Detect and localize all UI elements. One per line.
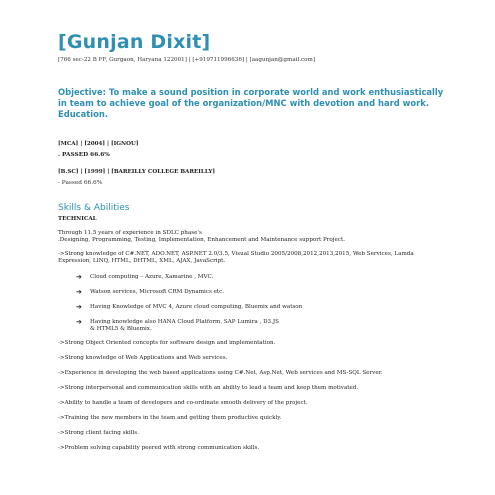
- arrow-bullet-icon: ➔: [76, 288, 82, 297]
- skill-line: ->Experience in developing the web based applications using C#.Net, Asp.Net, Web services and MS-SQL Server.: [58, 370, 383, 377]
- arrow-bullet-icon: ➔: [76, 273, 82, 282]
- education-detail-bsc: - Passed 66.6%: [58, 180, 103, 187]
- bullet-text: Cloud computing – Azure, Xamarine , MVC.: [90, 274, 214, 281]
- bullet-item: [76, 274, 448, 281]
- skill-line: ->Strong interpersonal and communication skills with an ability to lead a team and keep them motivated.: [58, 385, 359, 392]
- candidate-name: [Gunjan Dixit]: [58, 31, 211, 53]
- skill-line: ->Training the new members in the team and getting them productive quickly.: [58, 414, 282, 421]
- skill-line: ->Ability to handle a team of developers and co-ordinate smooth delivery of the project.: [58, 399, 308, 406]
- bullet-text: Having knowledge also HANA Cloud Platform, SAP Lumira , D3.JS & HTML5 & Bluemix.: [90, 318, 279, 332]
- bullet-item: [76, 319, 448, 333]
- education-heading-bsc: [B.SC] | [1999] | [BAREILLY COLLEGE BAREILLY]: [58, 169, 216, 176]
- skill-line: ->Problem solving capability peered with strong communication skills.: [58, 444, 260, 451]
- bullet-text: Having Knowledge of MVC 4, Azure cloud computing, Bluemix and watson: [90, 303, 303, 310]
- resume-page: [58, 30, 448, 460]
- contact-info: [766 sec-22 B FF, Gurgaon, Haryana 122001] | [+919711996636] | [aagunjan@gmail.com]: [58, 57, 316, 63]
- skill-line: ->Strong client facing skills.: [58, 429, 139, 436]
- bullet-item: [76, 289, 448, 296]
- bullet-item: [76, 304, 448, 311]
- tech-knowledge-line: ->Strong knowledge of C#.NET, ADO.NET, ASP.NET 2.0/3.5, Visual Studio 2005/2008,2012,2013,2015, Web Services, Lamda Expression, LINQ, HTML, DHTML, XML, AJAX, JavaScript.: [58, 251, 414, 265]
- education-heading-mca: [MCA] | [2004] | [IGNOU]: [58, 141, 139, 148]
- skill-line: ->Strong Object Oriented concepts for software design and implementation.: [58, 340, 276, 347]
- bullet-text: Watson services, Microsoft CRM Dynamics etc.: [90, 289, 225, 296]
- experience-summary: Through 11.5 years of experience in SDLC phase's .Designing, Programming, Testing, Implementation, Enhancement and Maintenance support Project.: [58, 230, 345, 244]
- skills-section-title: Skills & Abilities: [58, 203, 130, 214]
- skill-line: ->Strong knowledge of Web Applications and Web services.: [58, 355, 228, 362]
- education-detail-mca: . PASSED 66.6%: [58, 152, 110, 159]
- technical-subtitle: TECHNICAL: [58, 216, 97, 223]
- arrow-bullet-icon: ➔: [76, 317, 82, 326]
- objective-statement: Objective: To make a sound position in corporate world and work enthusiastically in team to achieve goal of the organization/MNC with devotion and hard work. Education.: [58, 87, 444, 119]
- skills-bullet-list: [58, 274, 448, 332]
- skills-lines: [58, 340, 448, 451]
- arrow-bullet-icon: ➔: [76, 302, 82, 311]
